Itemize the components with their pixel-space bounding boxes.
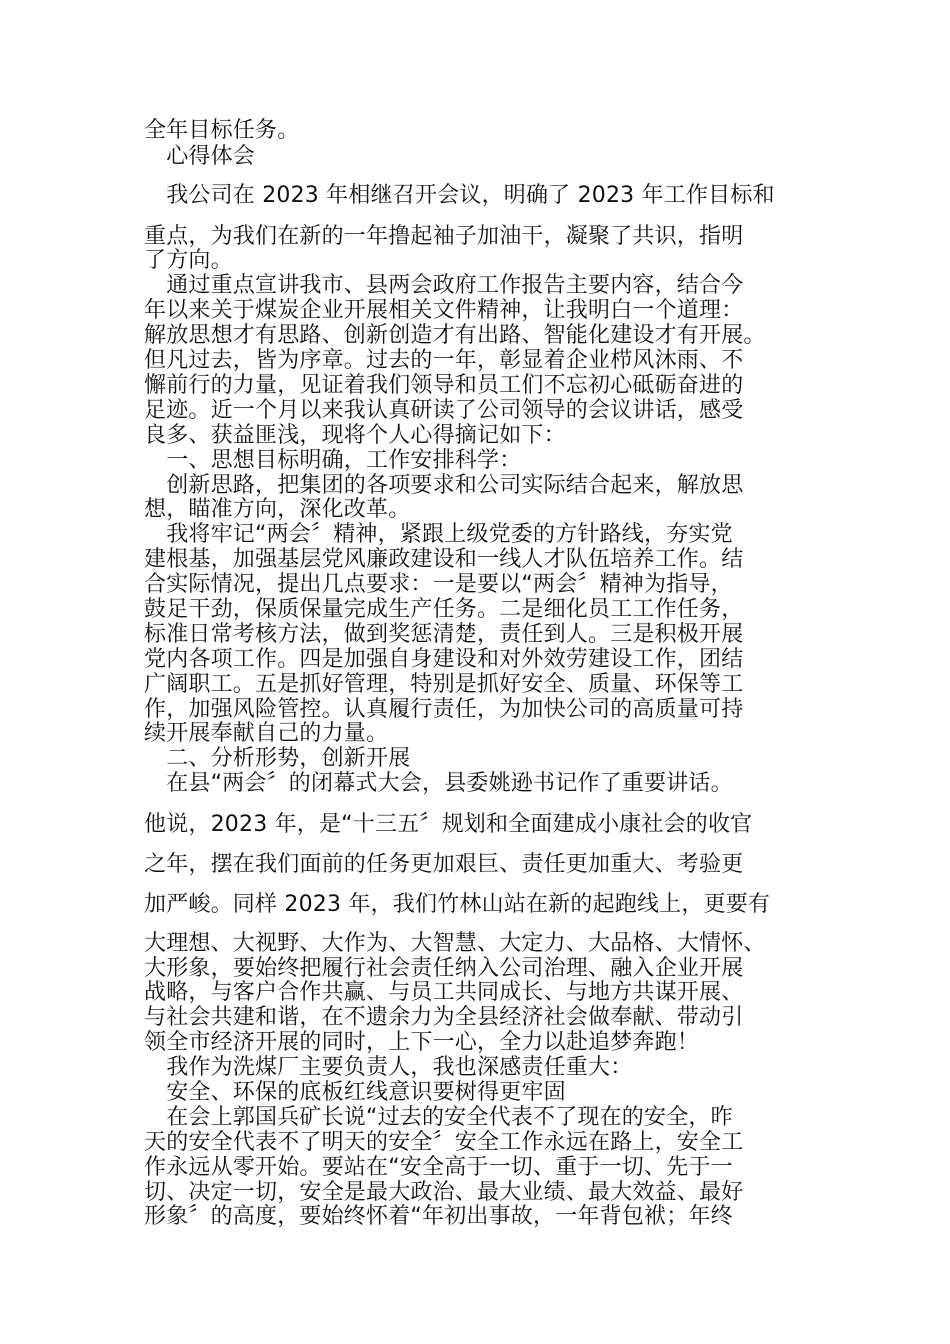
- section-heading: 一、思想目标明确，工作安排科学：: [144, 448, 522, 473]
- text-line: 战略，与客户合作共赢、与员工共同成长、与地方共谋开展、: [144, 980, 744, 1005]
- text-line: 合实际情况，提出几点要求：一是要以“两会〞精神为指导，: [144, 572, 733, 597]
- text-line: 但凡过去，皆为序章。过去的一年，彰显着企业栉风沐雨、不: [144, 348, 744, 373]
- section-heading: 心得体会: [144, 144, 256, 169]
- text-line: 重点，为我们在新的一年撸起袖子加油干，凝聚了共识，指明: [144, 224, 744, 249]
- text-line: 我公司在 2023 年相继召开会议，明确了 2023 年工作目标和: [144, 183, 775, 208]
- text-line: 懈前行的力量，见证着我们领导和员工们不忘初心砥砺奋进的: [144, 373, 744, 398]
- text-line: 加严峻。同样 2023 年，我们竹林山站在新的起跑线上，更要有: [144, 892, 771, 917]
- text-line: 党内各项工作。四是加强自身建设和对外效劳建设工作，团结: [144, 647, 744, 672]
- text-line: 续开展奉献自己的力量。: [144, 721, 389, 746]
- text-line: 形象〞的高度，要始终怀着“年初出事故，一年背包袱；年终: [144, 1204, 733, 1229]
- text-line: 天的安全代表不了明天的安全〞安全工作永远在路上，安全工: [144, 1130, 744, 1155]
- text-line: 鼓足干劲，保质保量完成生产任务。二是细化员工工作任务，: [144, 597, 744, 622]
- text-line: 建根基，加强基层党风廉政建设和一线人才队伍培养工作。结: [144, 547, 744, 572]
- text-line: 我将牢记“两会〞精神，紧跟上级党委的方针路线，夯实党: [144, 522, 733, 547]
- text-line: 他说，2023 年，是“十三五〞规划和全面建成小康社会的收官: [144, 812, 753, 837]
- text-line: 全年目标任务。: [144, 118, 300, 143]
- text-line: 广阔职工。五是抓好管理，特别是抓好安全、质量、环保等工: [144, 672, 744, 697]
- text-line: 足迹。近一个月以来我认真研读了公司领导的会议讲话，感受: [144, 398, 744, 423]
- section-heading: 安全、环保的底板红线意识要树得更牢固: [144, 1080, 566, 1105]
- text-line: 想，瞄准方向，深化改革。: [144, 497, 411, 522]
- text-line: 标准日常考核方法，做到奖惩清楚，责任到人。三是积极开展: [144, 622, 744, 647]
- section-heading: 二、分析形势，创新开展: [144, 746, 411, 771]
- text-line: 在会上郭国兵矿长说“过去的安全代表不了现在的安全，昨: [144, 1105, 733, 1130]
- text-line: 大形象，要始终把履行社会责任纳入公司治理、融入企业开展: [144, 956, 744, 981]
- text-line: 我作为洗煤厂主要负责人，我也深感责任重大：: [144, 1055, 633, 1080]
- text-line: 切、决定一切，安全是最大政治、最大业绩、最大效益、最好: [144, 1180, 744, 1205]
- text-line: 良多、获益匪浅，现将个人心得摘记如下：: [144, 423, 566, 448]
- text-line: 领全市经济开展的同时，上下一心，全力以赴追梦奔跑！: [144, 1030, 700, 1055]
- text-line: 大理想、大视野、大作为、大智慧、大定力、大品格、大情怀、: [144, 931, 766, 956]
- text-line: 在县“两会〞的闭幕式大会，县委姚逊书记作了重要讲话。: [144, 771, 733, 796]
- text-line: 作，加强风险管控。认真履行责任，为加快公司的高质量可持: [144, 697, 744, 722]
- text-line: 通过重点宣讲我市、县两会政府工作报告主要内容，结合今: [144, 273, 744, 298]
- text-line: 与社会共建和谐，在不遗余力为全县经济社会做奉献、带动引: [144, 1005, 744, 1030]
- text-line: 解放思想才有思路、创新创造才有出路、智能化建设才有开展。: [144, 323, 766, 348]
- text-line: 之年，摆在我们面前的任务更加艰巨、责任更加重大、考验更: [144, 852, 744, 877]
- text-line: 年以来关于煤炭企业开展相关文件精神，让我明白一个道理：: [144, 298, 744, 323]
- text-line: 了方向。: [144, 248, 233, 273]
- text-line: 作永远从零开始。要站在“安全高于一切、重于一切、先于一: [144, 1155, 733, 1180]
- text-line: 创新思路，把集团的各项要求和公司实际结合起来，解放思: [144, 473, 744, 498]
